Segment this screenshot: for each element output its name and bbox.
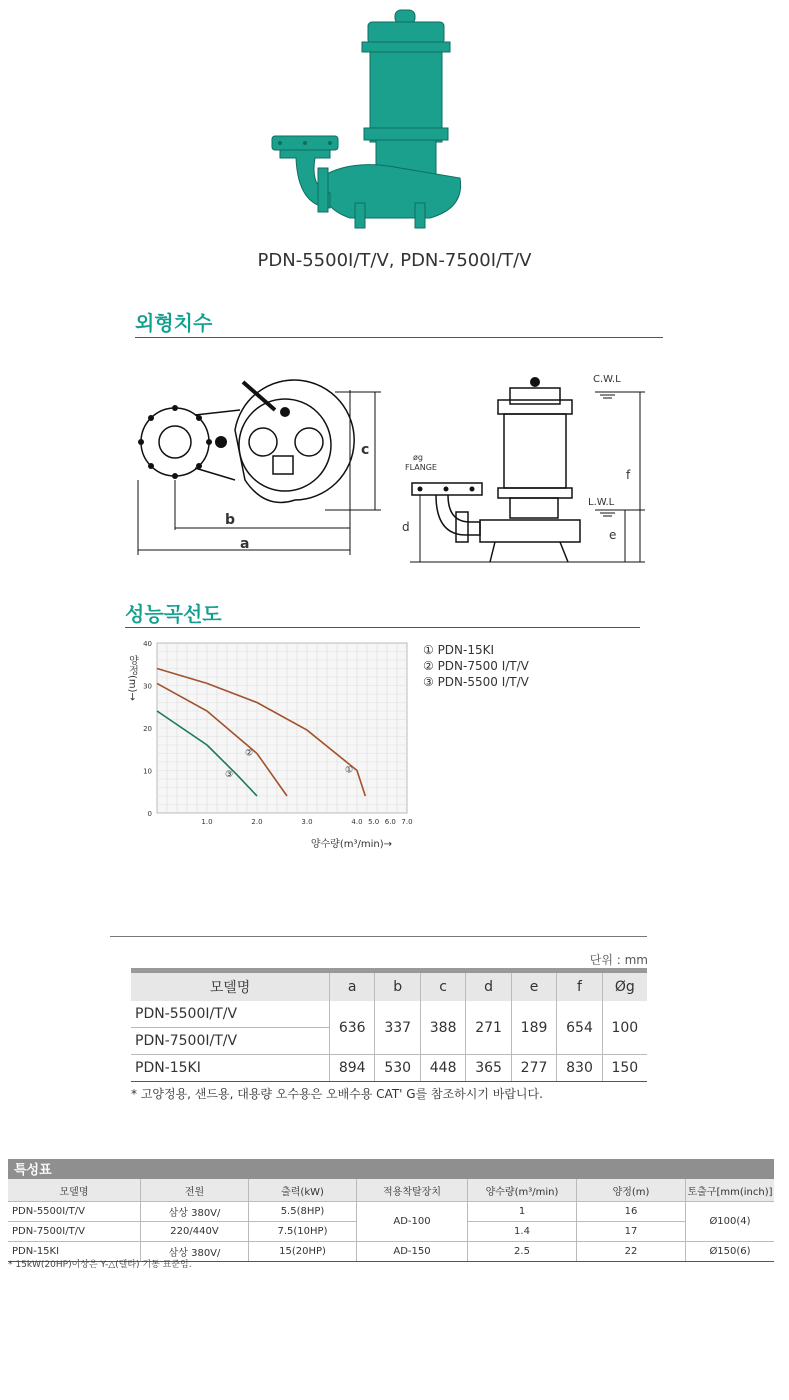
y-tick-label: 10 bbox=[143, 767, 152, 776]
col-a: a bbox=[330, 971, 375, 1002]
col-d: d bbox=[466, 971, 511, 1002]
legend-item-1: ① PDN-15KⅠ bbox=[423, 643, 495, 657]
x-tick-label: 3.0 bbox=[301, 818, 313, 826]
value-cell: 100 bbox=[602, 1001, 647, 1055]
device-cell: AD-150 bbox=[357, 1242, 468, 1262]
dim-label-f: f bbox=[626, 468, 631, 482]
value-cell: 150 bbox=[602, 1055, 647, 1082]
x-tick-label: 2.0 bbox=[251, 818, 263, 826]
top-view-drawing bbox=[135, 370, 395, 560]
spec-title: 특성표 bbox=[14, 1163, 52, 1178]
flow-cell: 1 bbox=[468, 1202, 577, 1222]
unit-label: 단위 : mm bbox=[589, 953, 648, 967]
col-g: Øg bbox=[602, 971, 647, 1002]
spec-col-head: 양정(m) bbox=[577, 1179, 686, 1202]
col-f: f bbox=[557, 971, 602, 1002]
performance-section-title: 성능곡선도 bbox=[125, 602, 222, 626]
col-model: 모델명 bbox=[131, 971, 330, 1002]
model-cell: PDN-5500Ⅰ/T/V bbox=[8, 1202, 141, 1222]
spec-col-output: 출력(kW) bbox=[249, 1179, 357, 1202]
dim-label-e: e bbox=[609, 528, 617, 542]
col-b: b bbox=[375, 971, 420, 1002]
device-cell: AD-100 bbox=[357, 1202, 468, 1242]
x-tick-label: 7.0 bbox=[401, 818, 413, 826]
head-cell: 16 bbox=[577, 1202, 686, 1222]
output-cell: 7.5(10HP) bbox=[249, 1222, 357, 1242]
spec-note: * 15kW(20HP)이상은 Y-△(델타) 기동 표준임. bbox=[8, 1260, 192, 1270]
spec-col-flow: 양수량(m³/min) bbox=[468, 1179, 577, 1202]
col-c: c bbox=[420, 971, 465, 1002]
value-cell: 388 bbox=[420, 1001, 465, 1055]
value-cell: 530 bbox=[375, 1055, 420, 1082]
dim-label-c: c bbox=[361, 442, 370, 458]
dim-label-b: b bbox=[225, 512, 236, 528]
table-row bbox=[8, 1202, 774, 1222]
table-divider bbox=[110, 936, 647, 937]
table-row bbox=[131, 1055, 647, 1082]
value-cell: 654 bbox=[557, 1001, 602, 1055]
curve-marker-3: ③ bbox=[225, 769, 234, 780]
flow-cell: 2.5 bbox=[468, 1242, 577, 1262]
spec-table bbox=[8, 1179, 774, 1262]
spec-title-bar bbox=[8, 1159, 774, 1179]
model-cell: PDN-5500Ⅰ/T/V bbox=[131, 1001, 330, 1028]
x-tick-label: 5.0 bbox=[368, 818, 380, 826]
value-cell: 636 bbox=[330, 1001, 375, 1055]
pump-photo bbox=[260, 8, 470, 236]
value-cell: 337 bbox=[375, 1001, 420, 1055]
model-cell: PDN-15KⅠ bbox=[8, 1242, 141, 1262]
dimensions-table bbox=[131, 968, 647, 1082]
output-cell: 5.5(8HP) bbox=[249, 1202, 357, 1222]
side-view-drawing bbox=[400, 370, 660, 570]
y-tick-label: 30 bbox=[143, 682, 152, 691]
y-tick-label: 20 bbox=[143, 725, 152, 733]
value-cell: 448 bbox=[420, 1055, 465, 1082]
curve-marker-1: ① bbox=[345, 765, 354, 776]
power-cell: 220/440V bbox=[141, 1222, 249, 1242]
spec-col-power: 전원 bbox=[141, 1179, 249, 1202]
x-tick-label: 4.0 bbox=[351, 818, 363, 826]
dimensions-note: * 고양정용, 샌드용, 대용량 오수용은 오배수용 CAT' G를 참조하시기 바랍니다. bbox=[131, 1087, 543, 1101]
power-cell: 삼상 380V/ bbox=[141, 1202, 249, 1222]
chart-legend bbox=[423, 642, 529, 690]
value-cell: 894 bbox=[330, 1055, 375, 1082]
outlet-cell: Ø100(4) bbox=[686, 1202, 775, 1242]
spec-col-outlet: 토출구[mm(inch)] bbox=[686, 1179, 775, 1202]
col-e: e bbox=[511, 971, 556, 1002]
model-cell: PDN-7500Ⅰ/T/V bbox=[131, 1028, 330, 1055]
dim-label-a: a bbox=[240, 536, 250, 552]
x-axis-label: 양수량(m³/min)→ bbox=[310, 839, 392, 850]
performance-divider bbox=[125, 627, 640, 628]
dim-label-d: d bbox=[402, 520, 410, 534]
head-cell: 17 bbox=[577, 1222, 686, 1242]
table-row bbox=[131, 1001, 647, 1028]
value-cell: 365 bbox=[466, 1055, 511, 1082]
outlet-cell: Ø150(6) bbox=[686, 1242, 775, 1262]
head-cell: 22 bbox=[577, 1242, 686, 1262]
y-axis-label: 양정(m)→ bbox=[126, 655, 138, 701]
spec-header-row bbox=[8, 1179, 774, 1202]
table-header-row bbox=[131, 971, 647, 1002]
dimensions-section-title: 외형치수 bbox=[135, 311, 213, 335]
flow-cell: 1.4 bbox=[468, 1222, 577, 1242]
value-cell: 830 bbox=[557, 1055, 602, 1082]
performance-chart bbox=[120, 635, 420, 860]
legend-item-3: ③ PDN-5500 Ⅰ/T/V bbox=[423, 675, 529, 689]
value-cell: 271 bbox=[466, 1001, 511, 1055]
spec-col-device: 적용착탈장치 bbox=[357, 1179, 468, 1202]
flange-label: FLANGE bbox=[405, 463, 437, 472]
value-cell: 189 bbox=[511, 1001, 556, 1055]
dimensions-divider bbox=[135, 337, 663, 338]
spec-col-model: 모델명 bbox=[8, 1179, 141, 1202]
y-tick-label: 40 bbox=[143, 640, 152, 648]
value-cell: 277 bbox=[511, 1055, 556, 1082]
lwl-label: L.W.L bbox=[588, 497, 615, 508]
output-cell: 15(20HP) bbox=[249, 1242, 357, 1262]
y-tick-label: 0 bbox=[147, 810, 152, 818]
curve-marker-2: ② bbox=[245, 748, 254, 759]
power-cell: 삼상 380V/ bbox=[141, 1242, 249, 1262]
cwl-label: C.W.L bbox=[593, 374, 621, 385]
product-caption: PDN-5500Ⅰ/T/V, PDN-7500Ⅰ/T/V bbox=[257, 250, 532, 271]
model-cell: PDN-15KⅠ bbox=[131, 1055, 330, 1082]
x-tick-label: 6.0 bbox=[384, 818, 396, 826]
model-cell: PDN-7500Ⅰ/T/V bbox=[8, 1222, 141, 1242]
x-tick-label: 1.0 bbox=[201, 818, 213, 826]
phig-label: øg bbox=[413, 453, 423, 462]
legend-item-2: ② PDN-7500 Ⅰ/T/V bbox=[423, 659, 529, 673]
